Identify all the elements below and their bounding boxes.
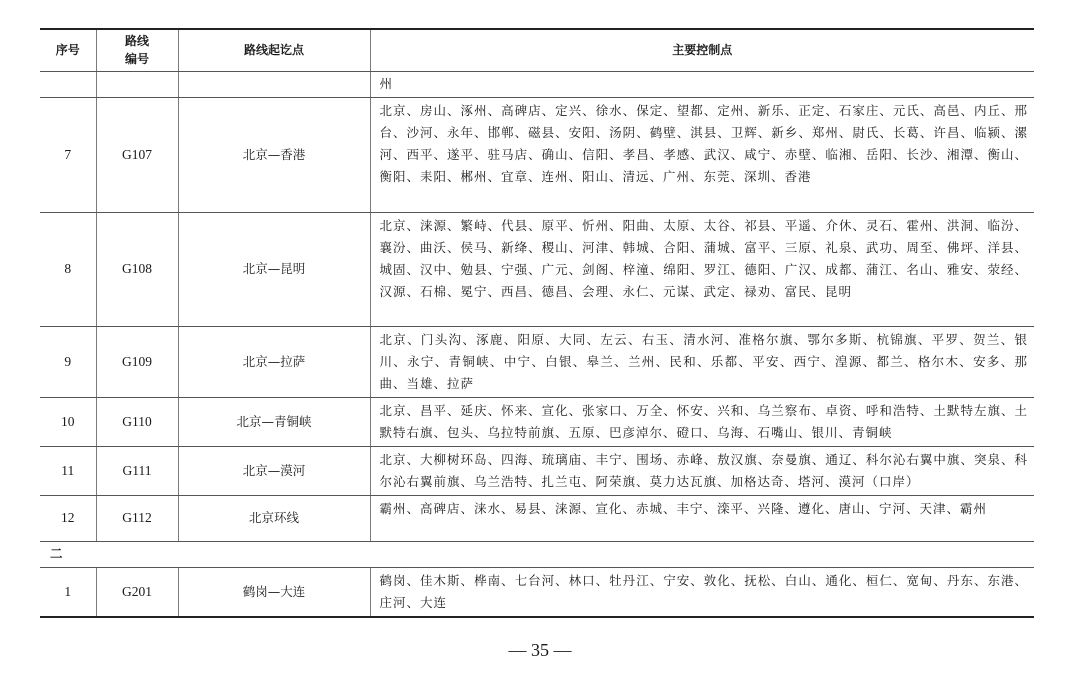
- row-seq: 12: [40, 495, 96, 541]
- row-seq: 1: [40, 567, 96, 617]
- continuation-row: [40, 71, 1034, 97]
- row-route: 北京—漠河: [178, 446, 370, 495]
- row-seq: 10: [40, 397, 96, 446]
- table-row: [40, 212, 1034, 326]
- row-seq: 8: [40, 212, 96, 326]
- row-points: 北京、昌平、延庆、怀来、宣化、张家口、万全、怀安、兴和、乌兰察布、卓资、呼和浩特、土默特左旗、土默特右旗、包头、乌拉特前旗、五原、巴彦淖尔、磴口、乌海、石嘴山、银川、青铜峡: [370, 397, 1034, 446]
- row-seq: 9: [40, 326, 96, 397]
- row-code: G107: [96, 97, 178, 212]
- table-row: [40, 397, 1034, 446]
- section-label: 二: [40, 541, 1034, 567]
- row-route: 鹤岗—大连: [178, 567, 370, 617]
- row-route: 北京—香港: [178, 97, 370, 212]
- row-points: 北京、涞源、繁峙、代县、原平、忻州、阳曲、太原、太谷、祁县、平遥、介休、灵石、霍州、洪洞、临汾、襄汾、曲沃、侯马、新绛、稷山、河津、韩城、合阳、蒲城、富平、三原、礼泉、武功、周至、佛坪、洋县、城固、汉中、勉县、宁强、广元、剑阁、梓潼、绵阳、罗江、德阳、广汉、成都、蒲江、名山、雅安、荥经、汉源、石棉、冕宁、西昌、德昌、会理、永仁、元谋、武定、禄劝、富民、昆明: [370, 212, 1034, 326]
- header-code: [96, 29, 178, 71]
- table-row: [40, 495, 1034, 541]
- row-route: 北京—昆明: [178, 212, 370, 326]
- section-row: [40, 541, 1034, 567]
- row-code: G201: [96, 567, 178, 617]
- table-row: [40, 567, 1034, 617]
- table-row: [40, 326, 1034, 397]
- continuation-points: 州: [370, 71, 1034, 97]
- row-route: 北京—拉萨: [178, 326, 370, 397]
- row-code: G111: [96, 446, 178, 495]
- row-points: 北京、房山、涿州、高碑店、定兴、徐水、保定、望都、定州、新乐、正定、石家庄、元氏、高邑、内丘、邢台、沙河、永年、邯郸、磁县、安阳、汤阴、鹤壁、淇县、卫辉、新乡、郑州、尉氏、长葛、许昌、临颍、漯河、西平、遂平、驻马店、确山、信阳、孝昌、孝感、武汉、咸宁、赤壁、临湘、岳阳、长沙、湘潭、衡山、衡阳、耒阳、郴州、宜章、连州、阳山、清远、广州、东莞、深圳、香港: [370, 97, 1034, 212]
- national-highway-table: [40, 28, 1034, 618]
- table-row: [40, 446, 1034, 495]
- row-code: G109: [96, 326, 178, 397]
- table-header-row: [40, 29, 1034, 71]
- header-seq: 序号: [40, 29, 96, 71]
- row-code: G110: [96, 397, 178, 446]
- row-points: 北京、门头沟、涿鹿、阳原、大同、左云、右玉、清水河、准格尔旗、鄂尔多斯、杭锦旗、平罗、贺兰、银川、永宁、青铜峡、中宁、白银、皋兰、兰州、民和、乐都、平安、西宁、湟源、都兰、格尔木、安多、那曲、当雄、拉萨: [370, 326, 1034, 397]
- row-seq: 11: [40, 446, 96, 495]
- row-points: 北京、大柳树环岛、四海、琉璃庙、丰宁、围场、赤峰、敖汉旗、奈曼旗、通辽、科尔沁右翼中旗、突泉、科尔沁右翼前旗、乌兰浩特、扎兰屯、阿荣旗、莫力达瓦旗、加格达奇、塔河、漠河（口岸）: [370, 446, 1034, 495]
- row-code: G108: [96, 212, 178, 326]
- row-code: G112: [96, 495, 178, 541]
- page-number: — 35 —: [508, 640, 572, 660]
- row-route: 北京—青铜峡: [178, 397, 370, 446]
- header-points: 主要控制点: [370, 29, 1034, 71]
- row-points: 鹤岗、佳木斯、桦南、七台河、林口、牡丹江、宁安、敦化、抚松、白山、通化、桓仁、宽甸、丹东、东港、庄河、大连: [370, 567, 1034, 617]
- row-points: 霸州、高碑店、涞水、易县、涞源、宣化、赤城、丰宁、滦平、兴隆、遵化、唐山、宁河、天津、霸州: [370, 495, 1034, 541]
- table-row: [40, 97, 1034, 212]
- header-code-text: 路线编号: [124, 34, 149, 67]
- header-route: 路线起讫点: [178, 29, 370, 71]
- row-route: 北京环线: [178, 495, 370, 541]
- row-seq: 7: [40, 97, 96, 212]
